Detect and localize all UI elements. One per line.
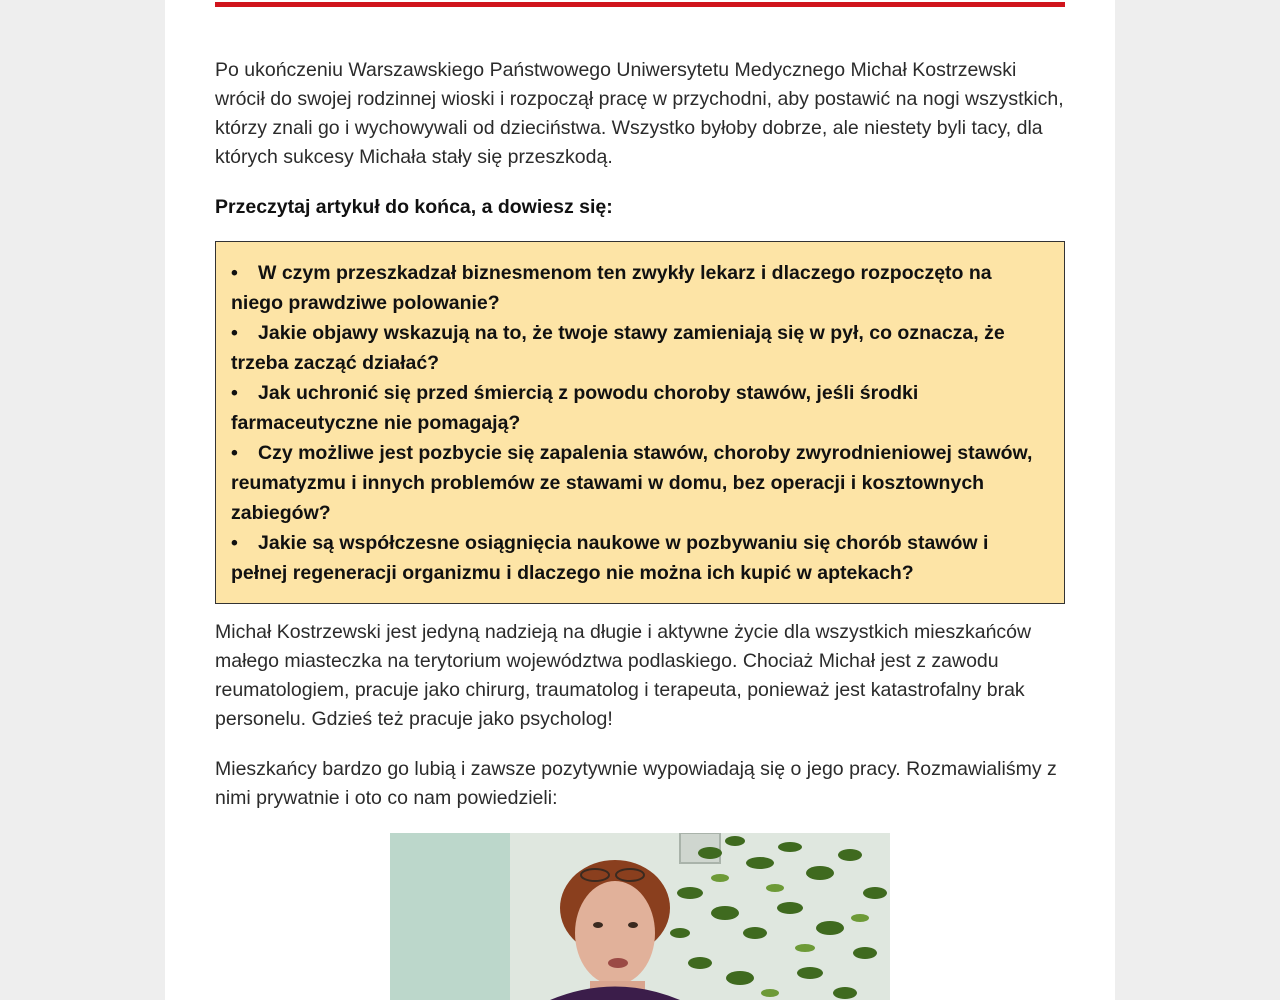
lead-heading: Przeczytaj artykuł do końca, a dowiesz się:	[215, 196, 613, 218]
interview-photo	[390, 833, 890, 1000]
header-divider	[215, 2, 1065, 7]
highlight-box	[215, 241, 1065, 604]
intro-paragraph: Po ukończeniu Warszawskiego Państwowego Uniwersytetu Medycznego Michał Kostrzewski wrócił do swojej rodzinnej wioski i rozpoczął pracę w przychodni, aby postawić na nogi wszystkich, którzy znali go i wychowywali od dzieciństwa. Wszystko byłoby dobrze, ale niestety byli tacy, dla których sukcesy Michała stały się przeszkodą.	[215, 59, 1064, 168]
bullet-icon: •	[231, 322, 238, 344]
article-page	[165, 0, 1115, 1000]
bullet-icon: •	[231, 382, 238, 404]
body-paragraph-2: Michał Kostrzewski jest jedyną nadzieją na długie i aktywne życie dla wszystkich mieszkańców małego miasteczka na terytorium województwa podlaskiego. Chociaż Michał jest z zawodu reumatologiem, pracuje jako chirurg, traumatolog i terapeuta, ponieważ jest katastrofalny brak personelu. Gdzieś też pracuje jako psycholog!	[215, 621, 1032, 730]
list-item: • Jakie są współczesne osiągnięcia naukowe w pozbywaniu się chorób stawów i pełnej regeneracji organizmu i dlaczego nie można ich kupić w aptekach?	[231, 528, 1041, 588]
list-item: • Czy możliwe jest pozbycie się zapalenia stawów, choroby zwyrodnieniowej stawów, reumatyzmu i innych problemów ze stawami w domu, bez operacji i kosztownych zabiegów?	[231, 438, 1041, 528]
question-list	[231, 258, 1041, 588]
interview-photo-illustration	[390, 833, 890, 1000]
body-paragraph-3: Mieszkańcy bardzo go lubią i zawsze pozytywnie wypowiadają się o jego pracy. Rozmawialiśmy z nimi prywatnie i oto co nam powiedzieli:	[215, 758, 1057, 809]
bullet-icon: •	[231, 262, 238, 284]
list-item: • Jak uchronić się przed śmiercią z powodu choroby stawów, jeśli środki farmaceutyczne nie pomagają?	[231, 378, 1041, 438]
bullet-icon: •	[231, 442, 238, 464]
bullet-icon: •	[231, 532, 238, 554]
list-item: • W czym przeszkadzał biznesmenom ten zwykły lekarz i dlaczego rozpoczęto na niego prawdziwe polowanie?	[231, 258, 1041, 318]
list-item: • Jakie objawy wskazują na to, że twoje stawy zamieniają się w pył, co oznacza, że trzeba zacząć działać?	[231, 318, 1041, 378]
